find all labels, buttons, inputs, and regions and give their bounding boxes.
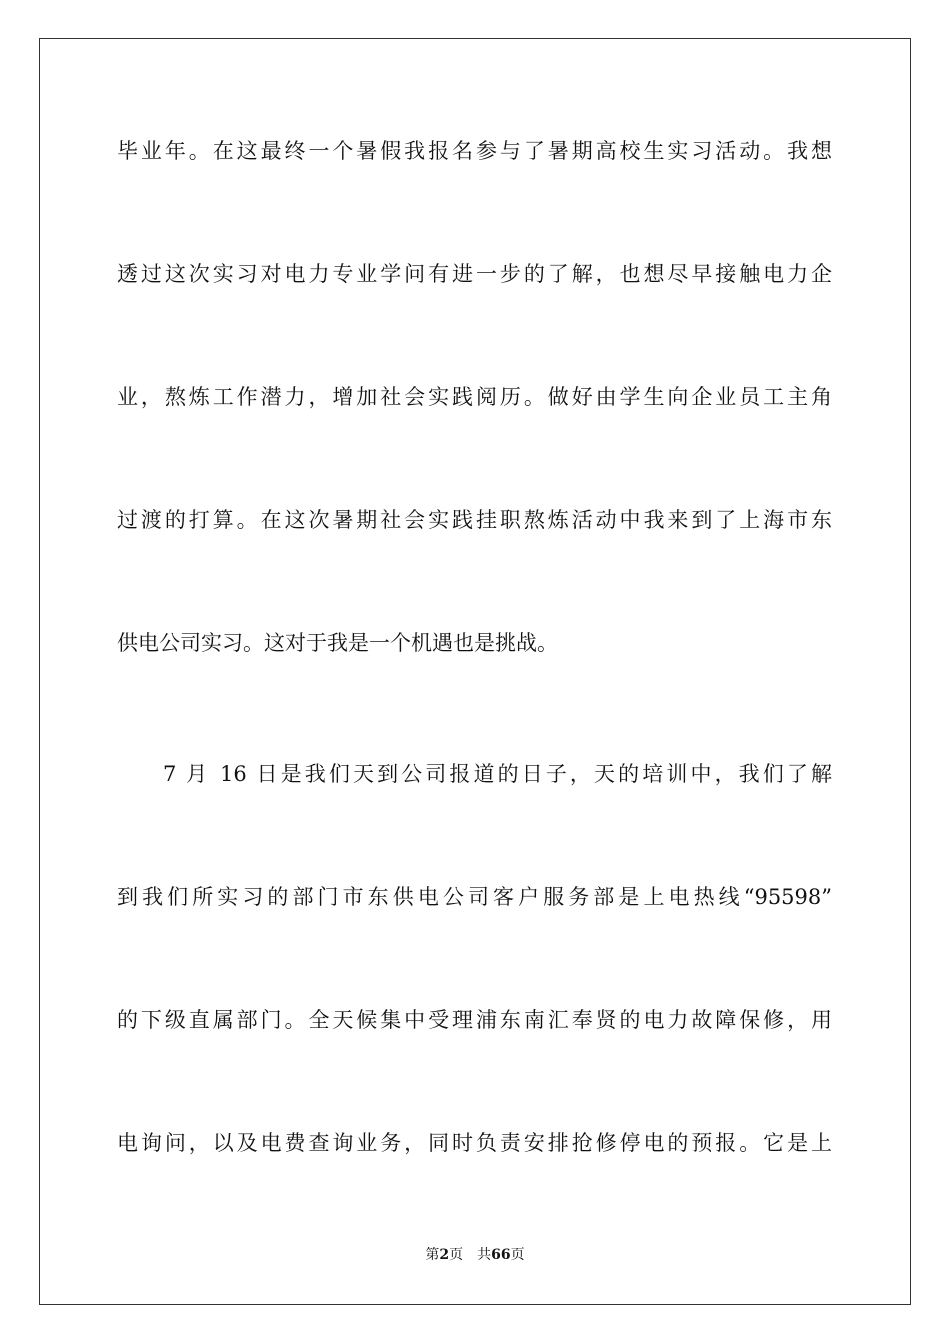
- body-line-2: 透过这次实习对电力专业学问有进一步的了解，也想尽早接触电力企: [117, 262, 832, 286]
- page-footer: [0, 1245, 950, 1265]
- footer-total-pages: 66: [491, 1247, 511, 1263]
- footer-total-suffix: 页: [510, 1247, 525, 1263]
- body-line-8: 的下级直属部门。全天候集中受理浦东南汇奉贤的电力故障保修，用: [117, 1008, 832, 1032]
- body-line-9: 电询问，以及电费查询业务，同时负责安排抢修停电的预报。它是上: [117, 1131, 832, 1155]
- footer-total-prefix: 共: [477, 1247, 492, 1263]
- page-border: [39, 38, 911, 1305]
- footer-page-prefix: 第: [425, 1247, 440, 1263]
- body-line-4: 过渡的打算。在这次暑期社会实践挂职熬炼活动中我来到了上海市东: [117, 508, 832, 532]
- footer-page-number: 2: [439, 1247, 450, 1263]
- footer-page-suffix: 页: [449, 1247, 464, 1263]
- body-line-7: 到我们所实习的部门市东供电公司客户服务部是上电热线“95598”: [117, 885, 832, 909]
- body-line-1: 毕业年。在这最终一个暑假我报名参与了暑期高校生实习活动。我想: [117, 139, 832, 163]
- body-line-5: 供电公司实习。这对于我是一个机遇也是挑战。: [117, 631, 558, 655]
- body-line-3: 业，熬炼工作潜力，增加社会实践阅历。做好由学生向企业员工主角: [117, 385, 832, 409]
- body-line-6: 7 月 16 日是我们天到公司报道的日子，天的培训中，我们了解: [163, 762, 832, 786]
